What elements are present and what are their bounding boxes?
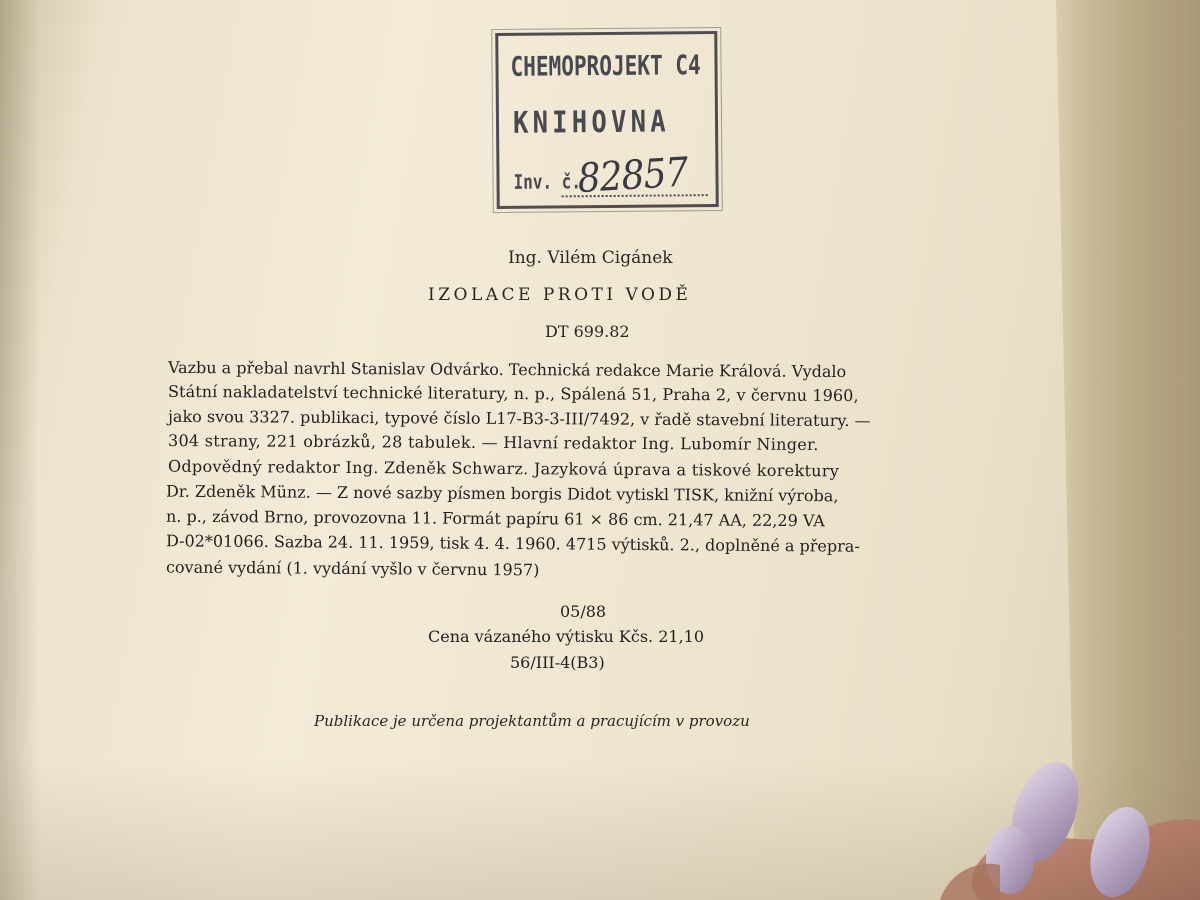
stamp-inventory-label: Inv. č. bbox=[513, 169, 582, 194]
audience-note: Publikace je určena projektantům a pracujícím v provozu bbox=[314, 712, 750, 730]
imprint-line-9: cované vydání (1. vydání vyšlo v červnu 1957) bbox=[165, 557, 540, 580]
imprint-line-7: n. p., závod Brno, provozovna 11. Formát papíru 61 × 86 cm. 21,47 AA, 22,29 VA bbox=[165, 506, 825, 531]
hand-fingers bbox=[940, 760, 1200, 900]
stamp-library: KNIHOVNA bbox=[512, 104, 670, 141]
author-name: Ing. Vilém Cigánek bbox=[508, 248, 673, 268]
imprint-line-1: Vazbu a přebal navrhl Stanislav Odvárko. Technická redakce Marie Králová. Vydalo bbox=[167, 357, 847, 382]
price-line: Cena vázaného výtisku Kčs. 21,10 bbox=[428, 627, 705, 646]
stamp-inventory-number: 82857 bbox=[576, 149, 689, 203]
imprint-line-6: Dr. Zdeněk Münz. — Z nové sazby písmen borgis Didot vytiskl TISK, knižní výroba, bbox=[165, 481, 839, 506]
book-title: IZOLACE PROTI VODĚ bbox=[428, 285, 692, 305]
imprint-line-8: D-02*01066. Sazba 24. 11. 1959, tisk 4. 4. 1960. 4715 výtisků. 2., doplněné a přepra- bbox=[165, 531, 860, 556]
imprint-line-5: Odpovědný redaktor Ing. Zdeněk Schwarz. Jazyková úprava a tiskové korektury bbox=[167, 456, 840, 481]
class-code: 56/III-4(B3) bbox=[510, 653, 605, 672]
library-stamp bbox=[495, 31, 719, 209]
imprint-line-3: jako svou 3327. publikaci, typové číslo L17-B3-3-III/7492, v řadě stavební literatury. — bbox=[167, 406, 871, 431]
dt-classification: DT 699.82 bbox=[545, 322, 630, 341]
stamp-company: CHEMOPROJEKT C4 bbox=[510, 50, 701, 83]
edition-code: 05/88 bbox=[560, 602, 607, 621]
imprint-line-4: 304 strany, 221 obrázků, 28 tabulek. — Hlavní redaktor Ing. Lubomír Ninger. bbox=[167, 431, 819, 454]
imprint-line-2: Státní nakladatelství technické literatury, n. p., Spálená 51, Praha 2, v červnu 1960, bbox=[167, 381, 859, 406]
